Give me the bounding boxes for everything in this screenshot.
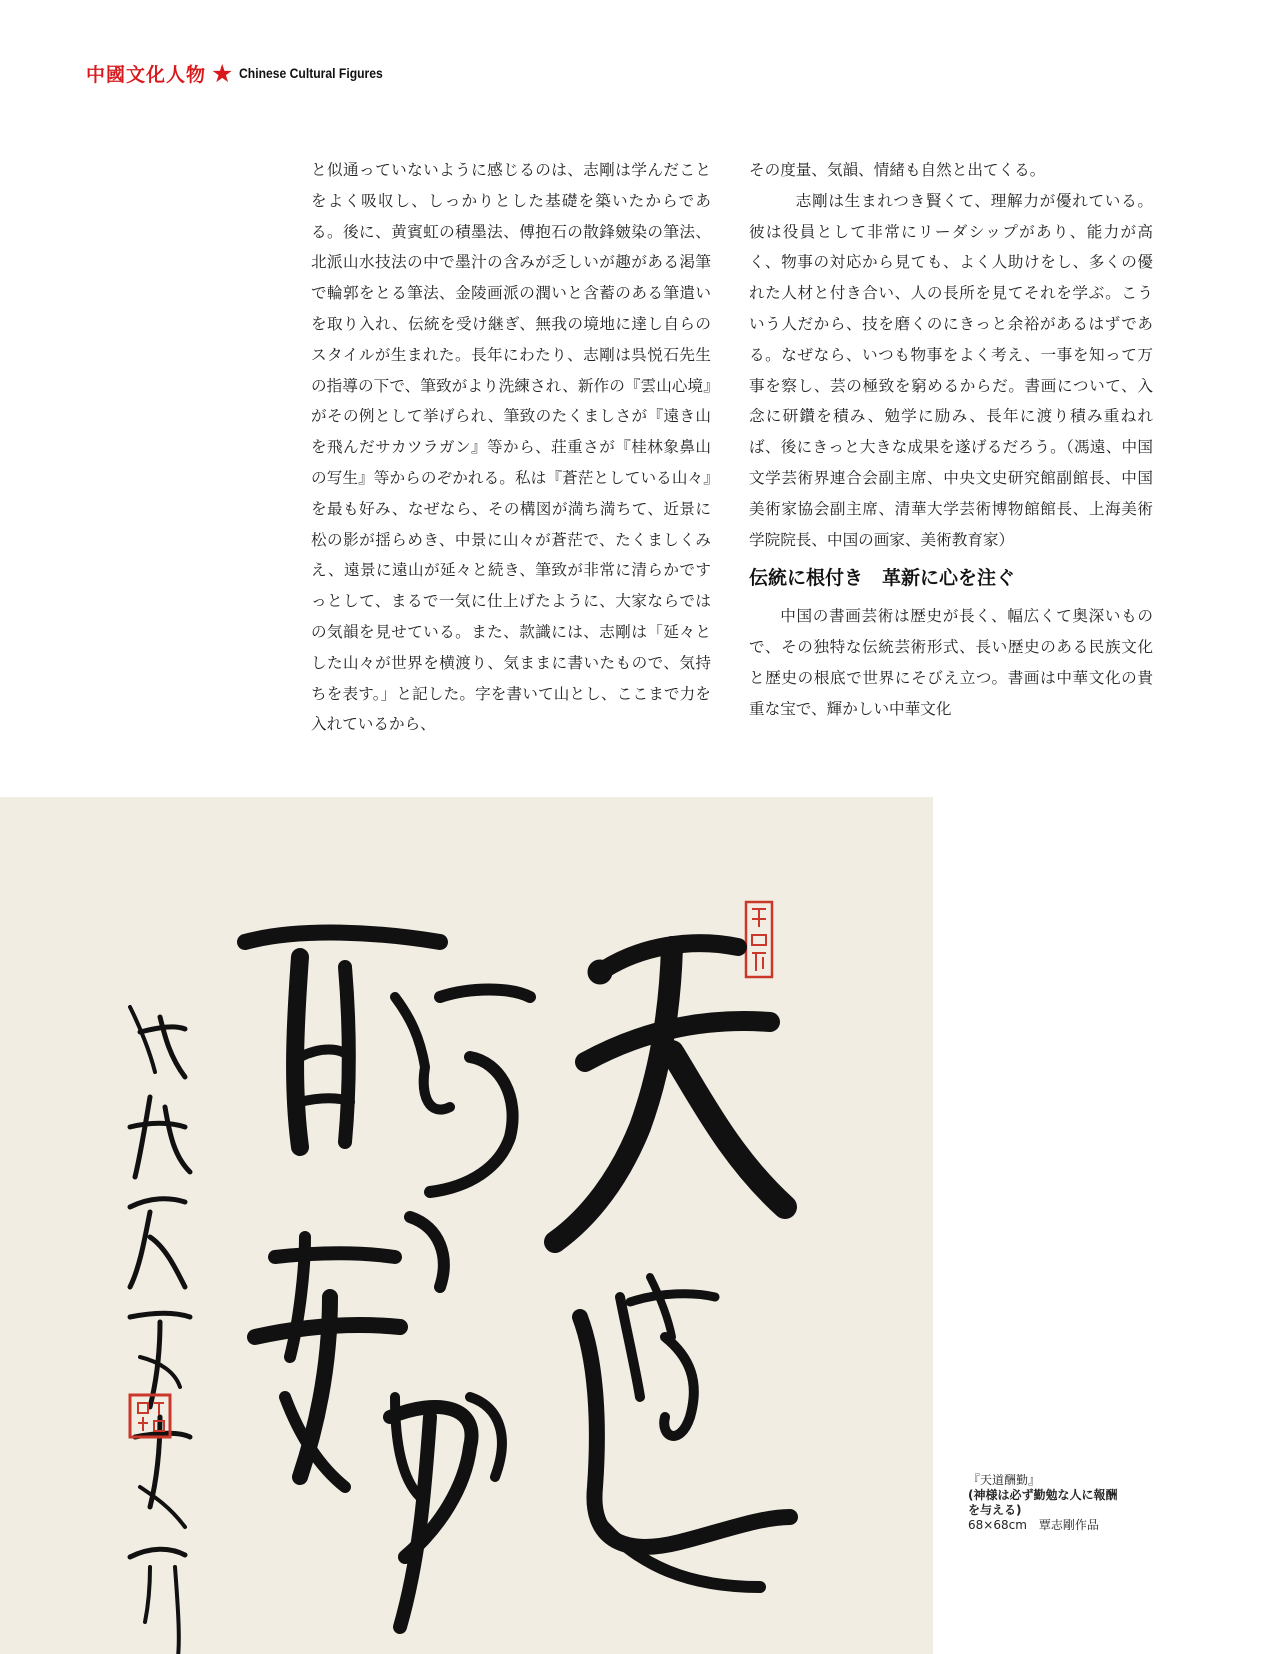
section-heading: 伝統に根付き 革新に心を注ぐ [749,567,1016,590]
calligraphy-image [0,797,933,1654]
magazine-title-chinese: 中國文化人物 [86,63,207,86]
article-left-column [311,155,711,740]
seal-top [746,902,772,977]
page-header [86,58,399,88]
calligraphy-inscription [130,1007,190,1654]
artwork-caption [968,1473,1168,1533]
article-paragraph: と似通っていないように感じるのは、志剛は学んだことをよく吸収し、しっかりとした基礎を築いたからである。後に、黄賓虹の積墨法、傅抱石の散鋒皴染の筆法、北派山水技法の中で墨汁の含みが乏しいが趣がある渇筆で輪郭をとる筆法、金陵画派の潤いと含蓄のある筆遣いを取り入れ、伝統を受け継ぎ、無我の境地に達し自らのスタイルが生まれた。長年にわたり、志剛は呉悦石先生の指導の下で、筆致がより洗練され、新作の『雲山心境』がその例として挙げられ、筆致のたくましさが『遠き山を飛んだサカツラガン』等から、荘重さが『桂林象鼻山の写生』等からのぞかれる。私は『蒼茫としている山々』を最も好み、なぜなら、その構図が満ち満ちて、近景に松の影が揺らめき、中景に山々が蒼茫で、たくましくみえ、遠景に遠山が延々と続き、筆致が非常に清らかですっとして、まるで一気に仕上げたように、大家ならではの気韻を見せている。また、款識には、志剛は「延々とした山々が世界を横渡り、気ままに書いたもので、気持ちを表す。」と記した。字を書いて山とし、ここまで力を入れているから、 [311,161,711,734]
calligraphy-char-dao [580,1277,790,1587]
caption-translation: (神様は必ず勤勉な人に報酬 [968,1488,1118,1502]
article-right-column [749,155,1153,725]
calligraphy-artwork [0,797,933,1654]
article-paragraph: その度量、気韻、情緒も自然と出てくる。 [749,161,1046,179]
star-icon: ★ [211,58,234,88]
calligraphy-char-tian [555,943,785,1242]
magazine-title-english: Chinese Cultural Figures [239,65,384,81]
caption-translation: を与える) [968,1503,1022,1517]
calligraphy-char-qin [255,1217,502,1627]
article-paragraph: 志剛は生まれつき賢くて、理解力が優れている。彼は役員として非常にリーダシップがあり、能力が高く、物事の対応から見ても、よく人助けをし、多くの優れた人材と付き合い、人の長所を見てそれを学ぶ。こういう人だから、技を磨くのにきっと余裕があるはずである。なぜなら、いつも物事をよく考え、一事を知って万事を察し、芸の極致を窮めるからだ。書画について、入念に研鑽を積み、勉学に励み、長年に渡り積み重ねれば、後にきっと大きな成果を遂げるだろう。（馮遠、中国文学芸術界連合会副主席、中央文史研究館副館長、中国美術家協会副主席、清華大学芸術博物館館長、上海美術学院院長、中国の画家、美術教育家） [749,191,1153,549]
article-paragraph: 中国の書画芸術は歴史が長く、幅広くて奥深いもので、その独特な伝統芸術形式、長い歴史のある民族文化と歴史の根底で世界にそびえ立つ。書画は中華文化の貴重な宝で、輝かしい中華文化 [749,607,1153,718]
caption-title: 『天道酬勤』 [968,1473,1041,1487]
calligraphy-char-chou [245,933,530,1192]
caption-details: 68×68cm 覃志剛作品 [968,1518,1099,1532]
